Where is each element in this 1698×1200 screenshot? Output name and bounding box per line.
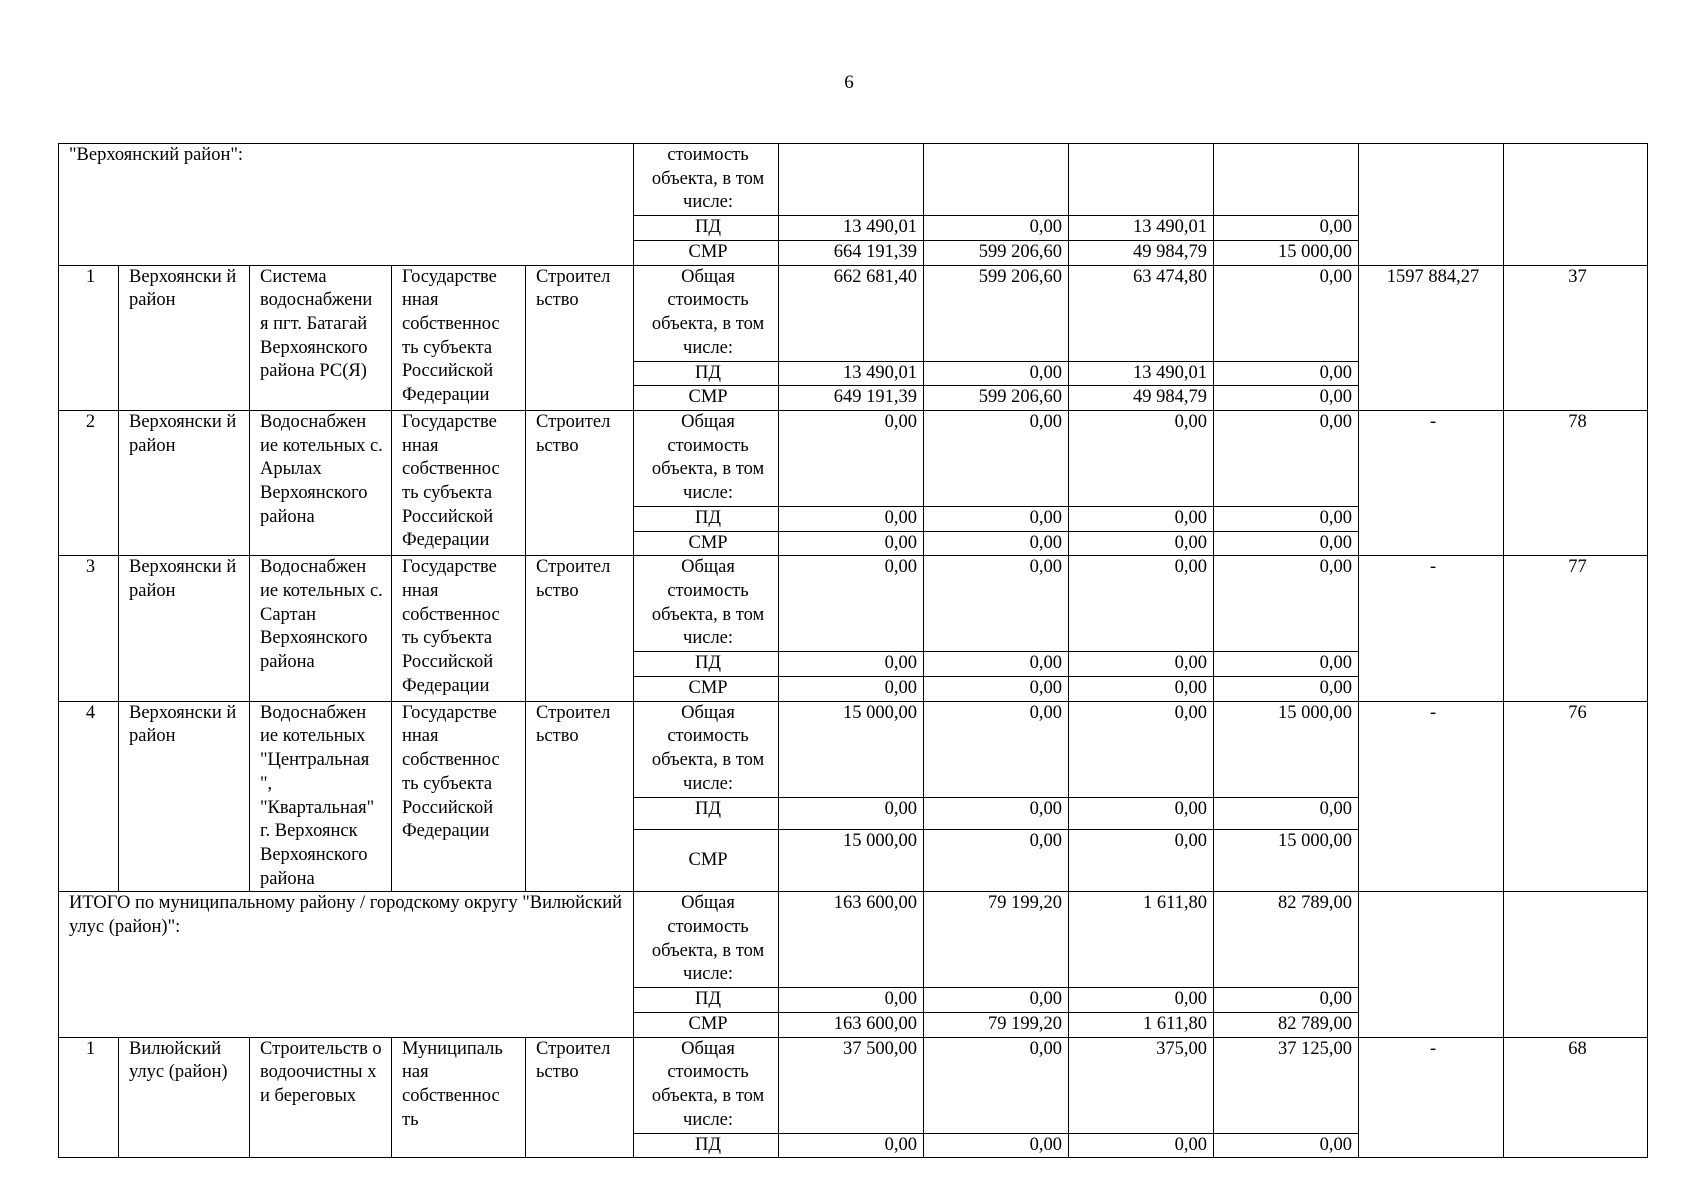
district-total-title: "Верхоянский район": — [59, 144, 634, 266]
value-cell: 79 199,20 — [924, 892, 1069, 988]
value-cell: 79 199,20 — [924, 1013, 1069, 1038]
kind-cell: Строител ьство — [526, 701, 634, 892]
value-cell: 0,00 — [779, 677, 924, 702]
smr-label: СМР — [634, 240, 779, 265]
value-cell: 0,00 — [1069, 988, 1214, 1013]
value-cell: 0,00 — [779, 797, 924, 830]
value-cell: 0,00 — [1214, 797, 1359, 830]
smr-label: СМР — [634, 386, 779, 411]
district-cell: Верхоянски й район — [119, 701, 250, 892]
value-cell: 15 000,00 — [779, 701, 924, 797]
object-name: Строительств о водоочистны х и береговых — [250, 1037, 392, 1158]
value-cell: 0,00 — [1214, 506, 1359, 531]
value-cell: 0,00 — [924, 1037, 1069, 1133]
value-cell: 13 490,01 — [1069, 361, 1214, 386]
total-label: Общая стоимость объекта, в том числе: — [634, 1037, 779, 1133]
vilyuy-total-title: ИТОГО по муниципальному району / городскому округу "Вилюйский улус (район)": — [59, 892, 634, 1037]
pd-label: ПД — [634, 1133, 779, 1158]
value-cell: 37 500,00 — [779, 1037, 924, 1133]
total-label: Общая стоимость объекта, в том числе: — [634, 892, 779, 988]
value-cell: 0,00 — [1214, 410, 1359, 506]
row-number: 4 — [59, 701, 119, 892]
value-cell: 0,00 — [1214, 652, 1359, 677]
ownership-cell: Государстве нная собственнос ть субъекта Российской Федерации — [392, 701, 526, 892]
value-cell: 0,00 — [779, 988, 924, 1013]
value-cell: 0,00 — [1069, 701, 1214, 797]
pd-label: ПД — [634, 988, 779, 1013]
value-cell: 0,00 — [779, 1133, 924, 1158]
kind-cell: Строител ьство — [526, 410, 634, 555]
object-name: Водоснабжен ие котельных "Центральная ", "Квартальная" г. Верхоянск Верхоянского района — [250, 701, 392, 892]
value-cell: 13 490,01 — [779, 361, 924, 386]
pd-label: ПД — [634, 797, 779, 830]
capacity-cell: - — [1359, 556, 1504, 701]
rank-cell: 37 — [1504, 265, 1648, 410]
value-cell: 0,00 — [924, 216, 1069, 241]
smr-label: СМР — [634, 1013, 779, 1038]
investment-table — [58, 143, 1648, 1158]
value-cell: 49 984,79 — [1069, 240, 1214, 265]
value-cell: 0,00 — [1069, 556, 1214, 652]
smr-label: СМР — [634, 531, 779, 556]
object-name: Водоснабжен ие котельных с. Сартан Верхоянского района — [250, 556, 392, 701]
value-cell: 662 681,40 — [779, 265, 924, 361]
value-cell: 375,00 — [1069, 1037, 1214, 1133]
value-cell: 599 206,60 — [924, 240, 1069, 265]
value-cell: 13 490,01 — [1069, 216, 1214, 241]
value-cell: 0,00 — [924, 1133, 1069, 1158]
value-cell: 0,00 — [1214, 216, 1359, 241]
value-cell: 0,00 — [779, 556, 924, 652]
value-cell: 0,00 — [1069, 797, 1214, 830]
value-cell: 0,00 — [1214, 386, 1359, 411]
value-cell: 0,00 — [924, 410, 1069, 506]
kind-cell: Строител ьство — [526, 1037, 634, 1158]
value-cell: 82 789,00 — [1214, 892, 1359, 988]
kind-cell: Строител ьство — [526, 556, 634, 701]
value-cell: 0,00 — [779, 652, 924, 677]
object-name: Система водоснабжени я пгт. Батагай Верхоянского района РС(Я) — [250, 265, 392, 410]
type-label: стоимость объекта, в том числе: — [634, 144, 779, 216]
value-cell: 0,00 — [924, 361, 1069, 386]
ownership-cell: Муниципаль ная собственнос ть — [392, 1037, 526, 1158]
row-number: 3 — [59, 556, 119, 701]
rank-cell: 76 — [1504, 701, 1648, 892]
capacity-cell: - — [1359, 701, 1504, 892]
value-cell: 0,00 — [1214, 556, 1359, 652]
page-number: 6 — [844, 72, 854, 93]
value-cell: 0,00 — [1214, 1133, 1359, 1158]
value-cell: 0,00 — [1214, 677, 1359, 702]
value-cell: 0,00 — [924, 652, 1069, 677]
value-cell: 0,00 — [1214, 988, 1359, 1013]
value-cell: 0,00 — [924, 830, 1069, 892]
kind-cell: Строител ьство — [526, 265, 634, 410]
value-cell: 0,00 — [1069, 1133, 1214, 1158]
pd-label: ПД — [634, 506, 779, 531]
value-cell: 0,00 — [924, 988, 1069, 1013]
value-cell: 599 206,60 — [924, 265, 1069, 361]
value-cell: 15 000,00 — [779, 830, 924, 892]
capacity-cell: - — [1359, 410, 1504, 555]
value-cell: 0,00 — [1069, 652, 1214, 677]
total-label: Общая стоимость объекта, в том числе: — [634, 701, 779, 797]
value-cell: 163 600,00 — [779, 1013, 924, 1038]
value-cell: 0,00 — [779, 506, 924, 531]
value-cell: 0,00 — [779, 410, 924, 506]
ownership-cell: Государстве нная собственнос ть субъекта Российской Федерации — [392, 410, 526, 555]
rank-cell: 78 — [1504, 410, 1648, 555]
rank-cell: 77 — [1504, 556, 1648, 701]
pd-label: ПД — [634, 361, 779, 386]
total-label: Общая стоимость объекта, в том числе: — [634, 556, 779, 652]
value-cell: 664 191,39 — [779, 240, 924, 265]
smr-label: СМР — [634, 830, 779, 892]
total-label: Общая стоимость объекта, в том числе: — [634, 265, 779, 361]
object-name: Водоснабжен ие котельных с. Арылах Верхоянского района — [250, 410, 392, 555]
total-label: Общая стоимость объекта, в том числе: — [634, 410, 779, 506]
value-cell: 15 000,00 — [1214, 701, 1359, 797]
value-cell: 0,00 — [1069, 677, 1214, 702]
value-cell: 0,00 — [1214, 265, 1359, 361]
pd-label: ПД — [634, 216, 779, 241]
row-number: 1 — [59, 1037, 119, 1158]
value-cell: 63 474,80 — [1069, 265, 1214, 361]
value-cell: 649 191,39 — [779, 386, 924, 411]
district-cell: Верхоянски й район — [119, 410, 250, 555]
value-cell: 0,00 — [1214, 361, 1359, 386]
district-cell: Верхоянски й район — [119, 265, 250, 410]
value-cell: 0,00 — [924, 797, 1069, 830]
value-cell: 37 125,00 — [1214, 1037, 1359, 1133]
value-cell: 0,00 — [924, 531, 1069, 556]
value-cell: 15 000,00 — [1214, 240, 1359, 265]
rank-cell: 68 — [1504, 1037, 1648, 1158]
value-cell: 0,00 — [1069, 531, 1214, 556]
value-cell: 0,00 — [1069, 410, 1214, 506]
capacity-cell: 1597 884,27 — [1359, 265, 1504, 410]
value-cell: 0,00 — [1069, 830, 1214, 892]
value-cell: 0,00 — [1069, 506, 1214, 531]
value-cell: 0,00 — [1214, 531, 1359, 556]
district-cell: Вилюйский улус (район) — [119, 1037, 250, 1158]
value-cell: 49 984,79 — [1069, 386, 1214, 411]
value-cell: 1 611,80 — [1069, 1013, 1214, 1038]
value-cell: 13 490,01 — [779, 216, 924, 241]
value-cell: 0,00 — [924, 506, 1069, 531]
ownership-cell: Государстве нная собственнос ть субъекта Российской Федерации — [392, 265, 526, 410]
value-cell: 0,00 — [924, 556, 1069, 652]
value-cell: 15 000,00 — [1214, 830, 1359, 892]
value-cell: 0,00 — [924, 701, 1069, 797]
value-cell: 82 789,00 — [1214, 1013, 1359, 1038]
row-number: 1 — [59, 265, 119, 410]
value-cell: 599 206,60 — [924, 386, 1069, 411]
value-cell: 163 600,00 — [779, 892, 924, 988]
ownership-cell: Государстве нная собственнос ть субъекта Российской Федерации — [392, 556, 526, 701]
row-number: 2 — [59, 410, 119, 555]
district-cell: Верхоянски й район — [119, 556, 250, 701]
value-cell: 0,00 — [924, 677, 1069, 702]
value-cell: 1 611,80 — [1069, 892, 1214, 988]
value-cell: 0,00 — [779, 531, 924, 556]
capacity-cell: - — [1359, 1037, 1504, 1158]
smr-label: СМР — [634, 677, 779, 702]
pd-label: ПД — [634, 652, 779, 677]
